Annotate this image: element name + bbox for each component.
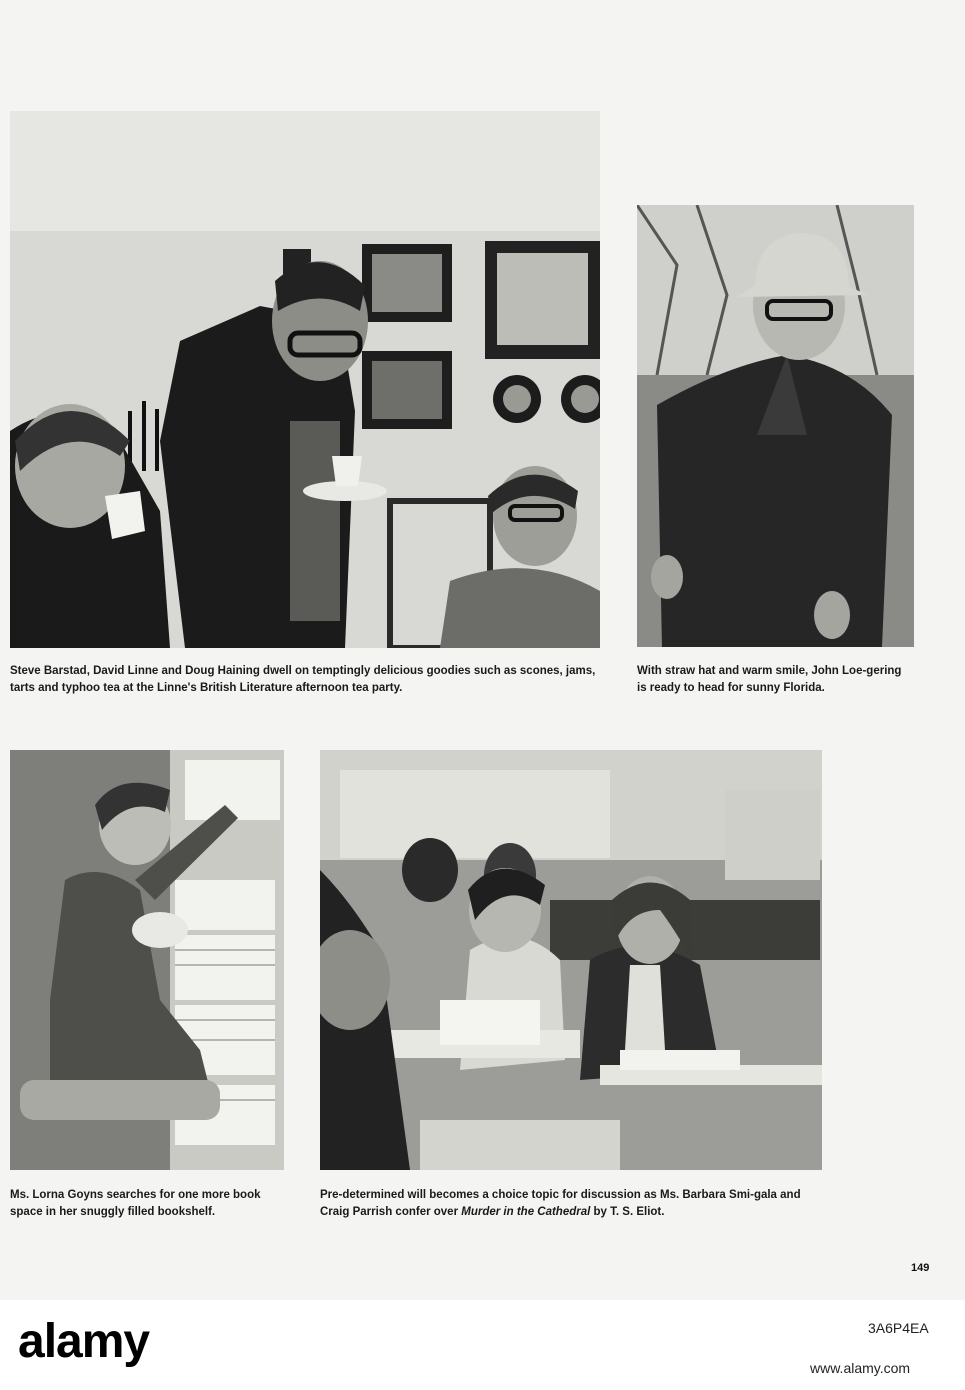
photo-tea-party <box>10 111 600 648</box>
alamy-logo: alamy <box>18 1315 150 1368</box>
caption-tea-party: Steve Barstad, David Linne and Doug Haining dwell on temptingly delicious goodies such as scones, jams, tarts and typhoo tea at the Linne's British Literature afternoon tea party. <box>10 665 596 694</box>
photo-bookshelf <box>10 750 284 1170</box>
caption-bookshelf: Ms. Lorna Goyns searches for one more book space in her snuggly filled bookshelf. <box>10 1189 261 1218</box>
photo-classroom <box>320 750 822 1170</box>
caption-classroom-end: by T. S. Eliot. <box>590 1206 665 1218</box>
page-number: 149 <box>911 1262 930 1274</box>
caption-classroom-text: Pre-determined will becomes a choice topic for discussion as Ms. Barbara Smi-gala and Craig Parrish confer over <box>320 1189 801 1218</box>
watermark-bar <box>0 1300 965 1390</box>
caption-classroom <box>320 1187 822 1221</box>
alamy-url: www.alamy.com <box>810 1360 911 1376</box>
photo-straw-hat <box>637 205 914 647</box>
caption-straw-hat: With straw hat and warm smile, John Loe-gering is ready to head for sunny Florida. <box>637 665 902 694</box>
book-title: Murder in the Cathedral <box>461 1206 591 1218</box>
image-id: 3A6P4EA <box>868 1320 929 1336</box>
